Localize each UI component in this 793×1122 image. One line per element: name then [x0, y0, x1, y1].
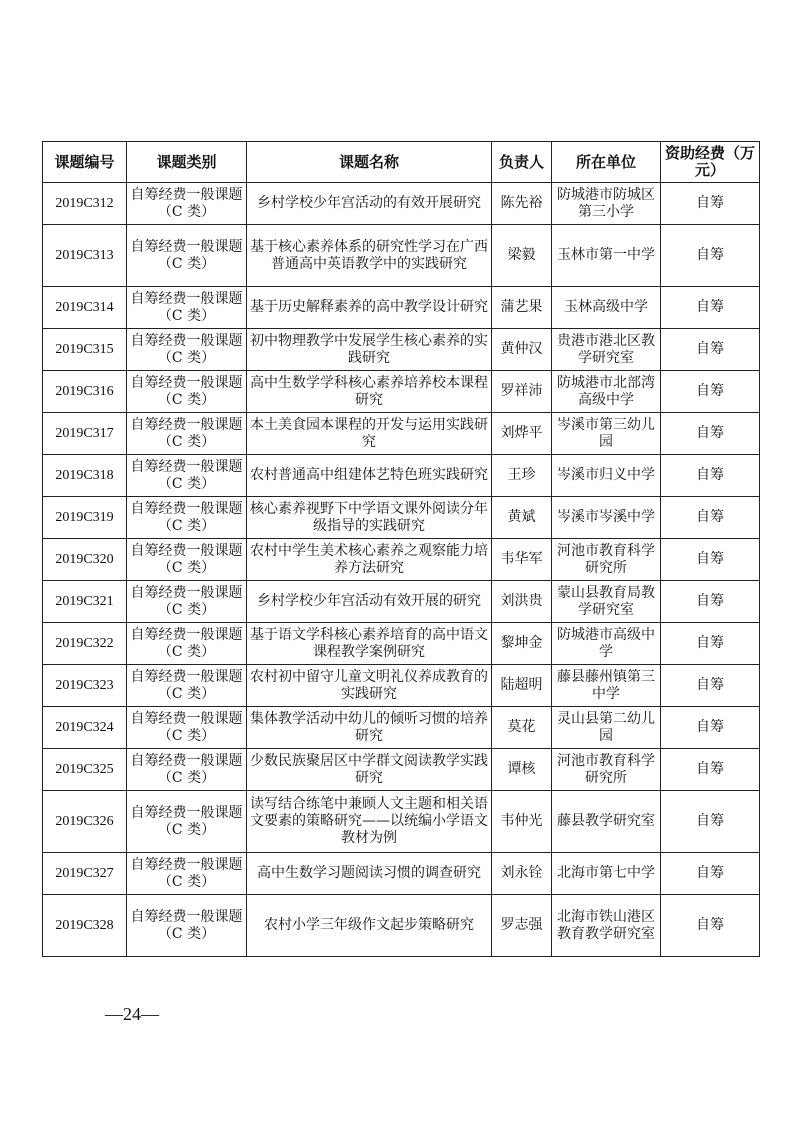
cell-leader: 刘烨平	[492, 413, 552, 455]
cell-funding: 自筹	[661, 287, 760, 329]
table-row	[43, 287, 760, 329]
cell-funding: 自筹	[661, 895, 760, 957]
cell-category: 自筹经费一般课题（C 类）	[127, 371, 247, 413]
project-table	[42, 141, 760, 957]
cell-leader: 韦仲光	[492, 791, 552, 853]
cell-leader: 王珍	[492, 455, 552, 497]
cell-unit: 北海市铁山港区教育教学研究室	[552, 895, 661, 957]
table-row	[43, 791, 760, 853]
cell-category: 自筹经费一般课题（C 类）	[127, 455, 247, 497]
cell-title: 本土美食园本课程的开发与运用实践研究	[247, 413, 492, 455]
cell-leader: 陈先裕	[492, 183, 552, 225]
table-header-row	[43, 142, 760, 183]
cell-code: 2019C326	[43, 791, 127, 853]
cell-unit: 藤县藤州镇第三中学	[552, 665, 661, 707]
header-leader: 负责人	[492, 142, 552, 183]
cell-code: 2019C320	[43, 539, 127, 581]
cell-funding: 自筹	[661, 665, 760, 707]
cell-unit: 北海市第七中学	[552, 853, 661, 895]
cell-code: 2019C315	[43, 329, 127, 371]
cell-funding: 自筹	[661, 371, 760, 413]
cell-leader: 黄仲汉	[492, 329, 552, 371]
cell-title: 农村小学三年级作文起步策略研究	[247, 895, 492, 957]
cell-unit: 藤县教学研究室	[552, 791, 661, 853]
cell-title: 农村初中留守儿童文明礼仪养成教育的实践研究	[247, 665, 492, 707]
table-row	[43, 581, 760, 623]
cell-unit: 玉林高级中学	[552, 287, 661, 329]
cell-category: 自筹经费一般课题（C 类）	[127, 183, 247, 225]
cell-title: 农村普通高中组建体艺特色班实践研究	[247, 455, 492, 497]
cell-category: 自筹经费一般课题（C 类）	[127, 707, 247, 749]
table-row	[43, 853, 760, 895]
cell-leader: 陆超明	[492, 665, 552, 707]
table-row	[43, 497, 760, 539]
header-unit: 所在单位	[552, 142, 661, 183]
table-row	[43, 749, 760, 791]
cell-category: 自筹经费一般课题（C 类）	[127, 287, 247, 329]
cell-funding: 自筹	[661, 853, 760, 895]
cell-title: 乡村学校少年宫活动有效开展的研究	[247, 581, 492, 623]
cell-category: 自筹经费一般课题（C 类）	[127, 497, 247, 539]
header-title: 课题名称	[247, 142, 492, 183]
cell-code: 2019C328	[43, 895, 127, 957]
cell-code: 2019C316	[43, 371, 127, 413]
cell-funding: 自筹	[661, 581, 760, 623]
table-row	[43, 707, 760, 749]
table-row	[43, 455, 760, 497]
cell-title: 核心素养视野下中学语文课外阅读分年级指导的实践研究	[247, 497, 492, 539]
cell-category: 自筹经费一般课题（C 类）	[127, 853, 247, 895]
cell-funding: 自筹	[661, 183, 760, 225]
table-row	[43, 225, 760, 287]
cell-leader: 蒲艺果	[492, 287, 552, 329]
cell-leader: 黎坤金	[492, 623, 552, 665]
table-row	[43, 895, 760, 957]
cell-leader: 刘永铨	[492, 853, 552, 895]
header-category: 课题类别	[127, 142, 247, 183]
table-row	[43, 665, 760, 707]
cell-code: 2019C314	[43, 287, 127, 329]
cell-code: 2019C319	[43, 497, 127, 539]
cell-title: 基于历史解释素养的高中教学设计研究	[247, 287, 492, 329]
header-funding: 资助经费（万元）	[661, 142, 760, 183]
cell-unit: 玉林市第一中学	[552, 225, 661, 287]
cell-unit: 蒙山县教育局教学研究室	[552, 581, 661, 623]
cell-code: 2019C318	[43, 455, 127, 497]
cell-code: 2019C324	[43, 707, 127, 749]
cell-unit: 防城港市高级中学	[552, 623, 661, 665]
cell-code: 2019C313	[43, 225, 127, 287]
cell-title: 集体教学活动中幼儿的倾听习惯的培养研究	[247, 707, 492, 749]
table-row	[43, 329, 760, 371]
cell-title: 高中生数学习题阅读习惯的调查研究	[247, 853, 492, 895]
cell-title: 初中物理教学中发展学生核心素养的实践研究	[247, 329, 492, 371]
cell-funding: 自筹	[661, 749, 760, 791]
cell-leader: 黄斌	[492, 497, 552, 539]
cell-funding: 自筹	[661, 225, 760, 287]
cell-unit: 防城港市北部湾高级中学	[552, 371, 661, 413]
cell-leader: 梁毅	[492, 225, 552, 287]
cell-category: 自筹经费一般课题（C 类）	[127, 791, 247, 853]
cell-leader: 韦华军	[492, 539, 552, 581]
cell-unit: 河池市教育科学研究所	[552, 749, 661, 791]
cell-code: 2019C317	[43, 413, 127, 455]
cell-funding: 自筹	[661, 539, 760, 581]
cell-code: 2019C323	[43, 665, 127, 707]
cell-title: 高中生数学学科核心素养培养校本课程研究	[247, 371, 492, 413]
cell-code: 2019C312	[43, 183, 127, 225]
table-row	[43, 539, 760, 581]
cell-code: 2019C321	[43, 581, 127, 623]
cell-title: 农村中学生美术核心素养之观察能力培养方法研究	[247, 539, 492, 581]
cell-funding: 自筹	[661, 413, 760, 455]
cell-code: 2019C325	[43, 749, 127, 791]
cell-leader: 谭核	[492, 749, 552, 791]
cell-leader: 刘洪贵	[492, 581, 552, 623]
cell-code: 2019C327	[43, 853, 127, 895]
cell-funding: 自筹	[661, 791, 760, 853]
table-row	[43, 623, 760, 665]
cell-title: 读写结合练笔中兼顾人文主题和相关语文要素的策略研究——以统编小学语文教材为例	[247, 791, 492, 853]
cell-funding: 自筹	[661, 329, 760, 371]
cell-category: 自筹经费一般课题（C 类）	[127, 749, 247, 791]
cell-category: 自筹经费一般课题（C 类）	[127, 581, 247, 623]
cell-category: 自筹经费一般课题（C 类）	[127, 413, 247, 455]
cell-funding: 自筹	[661, 623, 760, 665]
cell-category: 自筹经费一般课题（C 类）	[127, 623, 247, 665]
header-code: 课题编号	[43, 142, 127, 183]
cell-code: 2019C322	[43, 623, 127, 665]
cell-unit: 防城港市防城区第三小学	[552, 183, 661, 225]
cell-unit: 岑溪市岑溪中学	[552, 497, 661, 539]
cell-category: 自筹经费一般课题（C 类）	[127, 329, 247, 371]
cell-unit: 岑溪市归义中学	[552, 455, 661, 497]
cell-unit: 贵港市港北区教学研究室	[552, 329, 661, 371]
cell-leader: 罗祥沛	[492, 371, 552, 413]
cell-funding: 自筹	[661, 707, 760, 749]
cell-leader: 莫花	[492, 707, 552, 749]
table-row	[43, 371, 760, 413]
page-number: —24—	[105, 1004, 159, 1024]
cell-title: 基于语文学科核心素养培育的高中语文课程教学案例研究	[247, 623, 492, 665]
cell-category: 自筹经费一般课题（C 类）	[127, 225, 247, 287]
cell-title: 基于核心素养体系的研究性学习在广西普通高中英语教学中的实践研究	[247, 225, 492, 287]
cell-category: 自筹经费一般课题（C 类）	[127, 895, 247, 957]
cell-category: 自筹经费一般课题（C 类）	[127, 665, 247, 707]
cell-unit: 岑溪市第三幼儿园	[552, 413, 661, 455]
cell-unit: 河池市教育科学研究所	[552, 539, 661, 581]
table-row	[43, 413, 760, 455]
cell-title: 少数民族聚居区中学群文阅读教学实践研究	[247, 749, 492, 791]
table-row	[43, 183, 760, 225]
cell-leader: 罗志强	[492, 895, 552, 957]
cell-funding: 自筹	[661, 497, 760, 539]
cell-unit: 灵山县第二幼儿园	[552, 707, 661, 749]
cell-title: 乡村学校少年宫活动的有效开展研究	[247, 183, 492, 225]
cell-funding: 自筹	[661, 455, 760, 497]
cell-category: 自筹经费一般课题（C 类）	[127, 539, 247, 581]
